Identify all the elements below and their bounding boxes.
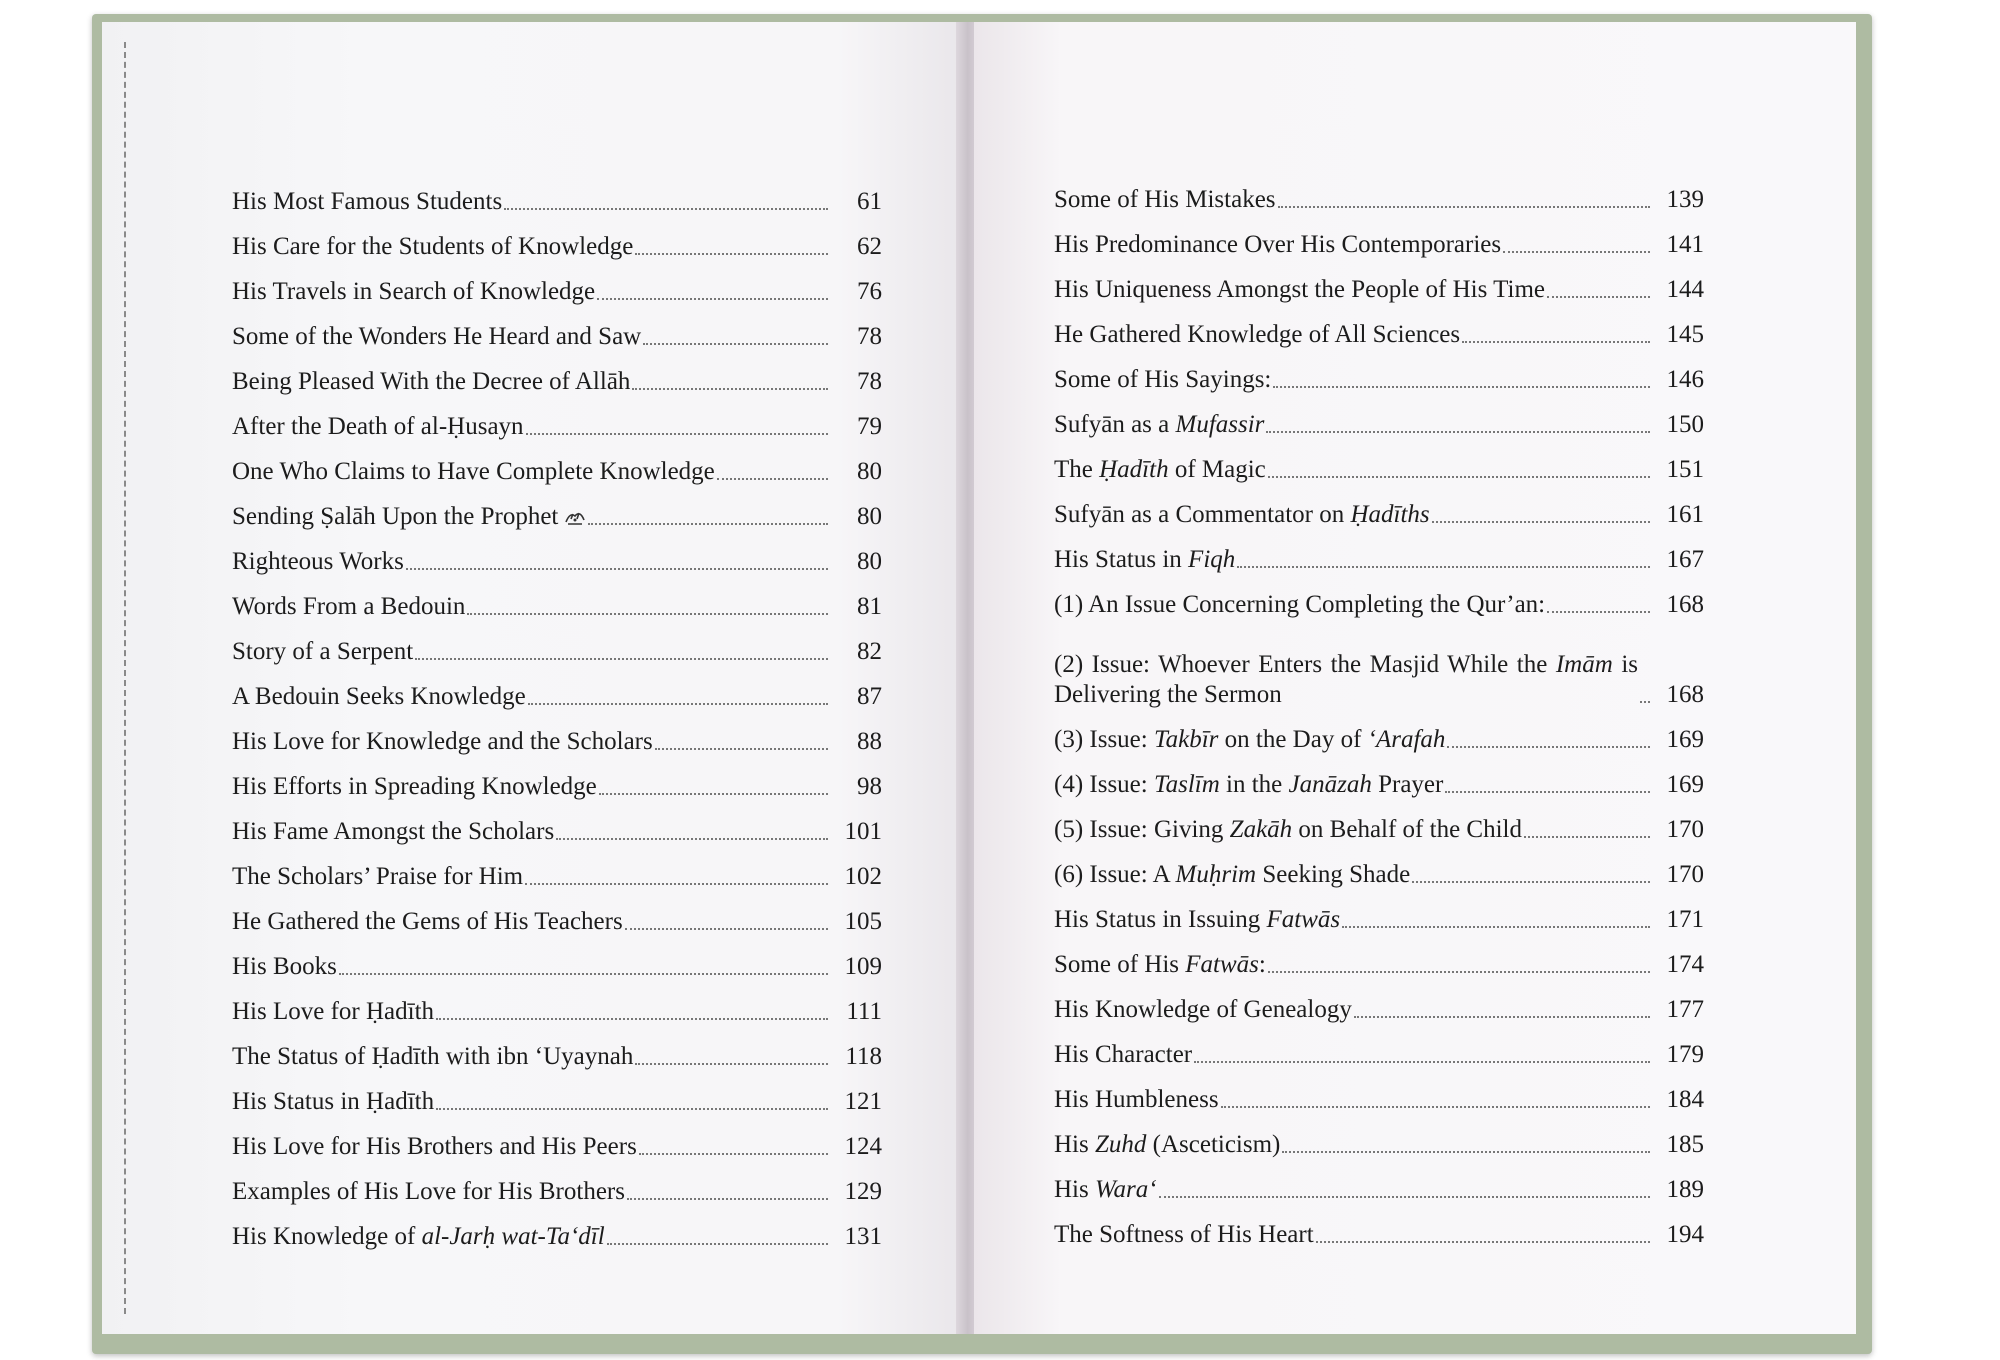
toc-entry-page: 174 — [1666, 951, 1704, 978]
toc-entry-title: Words From a Bedouin — [232, 593, 466, 620]
toc-entry — [232, 1117, 882, 1162]
toc-entry — [232, 1207, 882, 1252]
leader-dots — [655, 748, 828, 750]
leader-dots — [415, 658, 828, 660]
toc-entry-page: 170 — [1666, 861, 1704, 888]
toc-entry-page: 121 — [844, 1088, 882, 1115]
toc-entry — [1054, 935, 1704, 980]
toc-entry-page: 105 — [844, 908, 882, 935]
toc-entry — [232, 847, 882, 892]
toc-entry — [232, 262, 882, 307]
toc-entry — [1054, 755, 1704, 800]
title-italic: Fatwās — [1266, 906, 1341, 933]
toc-entry-page: 129 — [844, 1178, 882, 1205]
leader-dots — [639, 1153, 828, 1155]
binding-stitch — [124, 42, 126, 1314]
toc-entry-title: Some of His Sayings: — [1054, 366, 1272, 393]
toc-entry-page: 169 — [1666, 726, 1704, 753]
toc-entry-title: One Who Claims to Have Complete Knowledge — [232, 458, 715, 485]
title-text: His Knowledge of — [232, 1223, 422, 1250]
toc-entry-title — [1054, 770, 1443, 800]
leader-dots — [1447, 746, 1650, 748]
toc-entry — [232, 577, 882, 622]
toc-entry-page: 81 — [857, 593, 882, 620]
toc-entry-title: The Scholars’ Praise for Him — [232, 863, 524, 890]
toc-entry-title: His Most Famous Students — [232, 188, 503, 215]
leader-dots — [504, 208, 828, 210]
title-italic: Zuhd — [1094, 1131, 1147, 1158]
leader-dots — [1268, 971, 1650, 973]
leader-dots — [632, 388, 828, 390]
toc-entry — [1054, 305, 1704, 350]
toc-list-left — [232, 172, 882, 1252]
toc-entry — [232, 892, 882, 937]
toc-entry-page: 62 — [857, 233, 882, 260]
toc-entry — [232, 397, 882, 442]
toc-entry-page: 101 — [844, 818, 882, 845]
leader-dots — [436, 1018, 828, 1020]
toc-entry-title: Righteous Works — [232, 548, 404, 575]
toc-entry-page: 146 — [1666, 366, 1704, 393]
leader-dots — [526, 433, 828, 435]
leader-dots — [717, 478, 828, 480]
toc-entry-title: He Gathered Knowledge of All Sciences — [1054, 321, 1461, 348]
title-text: : — [1258, 951, 1266, 978]
toc-entry — [1054, 1160, 1704, 1205]
toc-entry-title: He Gathered the Gems of His Teachers — [232, 908, 623, 935]
toc-entry — [232, 307, 882, 352]
toc-entry-page: 76 — [857, 278, 882, 305]
toc-entry — [1054, 800, 1704, 845]
toc-entry-page: 124 — [844, 1133, 882, 1160]
title-text: His — [1054, 1176, 1095, 1203]
toc-entry-title: His Predominance Over His Contemporaries — [1054, 231, 1502, 258]
open-book — [92, 14, 1872, 1354]
toc-entry-page: 168 — [1666, 681, 1704, 708]
salawat-seal-icon — [564, 508, 586, 526]
toc-entry-page: 139 — [1666, 186, 1704, 213]
title-text: (4) Issue: — [1054, 771, 1154, 798]
toc-entry-title: Story of a Serpent — [232, 638, 414, 665]
toc-entry-page: 184 — [1666, 1086, 1704, 1113]
toc-entry-page: 150 — [1666, 411, 1704, 438]
toc-entry-page: 82 — [857, 638, 882, 665]
toc-entry-page: 145 — [1666, 321, 1704, 348]
title-text: (5) Issue: Giving — [1054, 816, 1230, 843]
toc-entry-title: His Love for His Brothers and His Peers — [232, 1133, 637, 1160]
toc-entry-page: 79 — [857, 413, 882, 440]
title-text: in the — [1219, 771, 1289, 798]
toc-list-right — [1054, 170, 1704, 1250]
toc-entry — [1054, 980, 1704, 1025]
leader-dots — [436, 1108, 828, 1110]
toc-entry — [1054, 1025, 1704, 1070]
toc-entry-title: Some of His Mistakes — [1054, 186, 1276, 213]
title-text: Prayer — [1371, 771, 1444, 798]
title-italic: ‘Arafah — [1367, 726, 1446, 753]
title-text: His — [1054, 1131, 1095, 1158]
title-italic: Imām — [1555, 651, 1613, 678]
toc-entry-page: 78 — [857, 368, 882, 395]
title-italic: Ḥadīth — [1099, 456, 1169, 483]
toc-entry — [232, 802, 882, 847]
toc-entry — [232, 217, 882, 262]
toc-entry — [1054, 215, 1704, 260]
toc-entry-page: 78 — [857, 323, 882, 350]
toc-entry — [232, 172, 882, 217]
toc-entry-title: His Love for Knowledge and the Scholars — [232, 728, 653, 755]
toc-entry-title — [1054, 860, 1410, 890]
leader-dots — [1266, 431, 1650, 433]
leader-dots — [339, 973, 828, 975]
toc-entry-title — [1054, 545, 1235, 575]
toc-entry-title: After the Death of al-Ḥusayn — [232, 413, 524, 440]
toc-entry — [232, 757, 882, 802]
toc-entry-title — [1054, 905, 1340, 935]
toc-entry — [1054, 350, 1704, 395]
title-text: His Status in Issuing — [1054, 906, 1267, 933]
leader-dots — [1194, 1061, 1650, 1063]
title-italic: Janāzah — [1288, 771, 1372, 798]
title-italic: Wara‘ — [1094, 1176, 1157, 1203]
toc-entry-page: 80 — [857, 548, 882, 575]
toc-entry-title: His Efforts in Spreading Knowledge — [232, 773, 597, 800]
toc-entry-title: The Softness of His Heart — [1054, 1221, 1314, 1248]
leader-dots — [1432, 521, 1650, 523]
toc-entry-title: The Status of Ḥadīth with ibn ‘Uyaynah — [232, 1043, 634, 1070]
toc-entry — [232, 622, 882, 667]
leader-dots — [1547, 296, 1650, 298]
leader-dots — [1268, 476, 1650, 478]
toc-entry-page: 161 — [1666, 501, 1704, 528]
title-text: (Asceticism) — [1146, 1131, 1281, 1158]
leader-dots — [588, 523, 828, 525]
title-text: (2) Issue: Whoever Enters the Masjid While the — [1054, 651, 1548, 678]
toc-entry-page: 179 — [1666, 1041, 1704, 1068]
leader-dots — [1237, 566, 1650, 568]
toc-entry-page: 131 — [844, 1223, 882, 1250]
toc-entry-title-text: Sending Ṣalāh Upon the Prophet — [232, 503, 559, 530]
toc-entry-page: 118 — [845, 1043, 882, 1070]
toc-entry — [232, 532, 882, 577]
toc-entry-title: His Knowledge of Genealogy — [1054, 996, 1352, 1023]
leader-dots — [528, 703, 828, 705]
toc-entry-page: 171 — [1666, 906, 1704, 933]
toc-entry — [1054, 710, 1704, 755]
title-italic: Fatwās — [1185, 951, 1259, 978]
title-italic: Muḥrim — [1175, 861, 1257, 888]
leader-dots — [607, 1243, 828, 1245]
toc-entry — [232, 1072, 882, 1117]
title-text: on the Day of — [1218, 726, 1368, 753]
title-text: (3) Issue: — [1054, 726, 1154, 753]
title-text: of Magic — [1168, 456, 1266, 483]
leader-dots — [635, 253, 828, 255]
leader-dots — [525, 883, 828, 885]
toc-entry-page: 170 — [1666, 816, 1704, 843]
toc-entry-page: 169 — [1666, 771, 1704, 798]
toc-entry-title: His Humbleness — [1054, 1086, 1219, 1113]
toc-entry — [232, 487, 882, 532]
title-text: is Delivering the Sermon — [1054, 651, 1638, 708]
leader-dots — [467, 613, 828, 615]
leader-dots — [1640, 701, 1650, 703]
toc-entry — [1054, 890, 1704, 935]
leader-dots — [635, 1063, 828, 1065]
leader-dots — [1342, 926, 1650, 928]
toc-entry-page: 80 — [857, 458, 882, 485]
toc-entry-title — [1054, 1175, 1157, 1205]
toc-entry — [1054, 575, 1704, 620]
toc-entry-title: Examples of His Love for His Brothers — [232, 1178, 625, 1205]
title-italic: Takbīr — [1153, 726, 1219, 753]
leader-dots — [1503, 251, 1650, 253]
toc-entry-title: Some of the Wonders He Heard and Saw — [232, 323, 642, 350]
leader-dots — [1278, 206, 1650, 208]
toc-entry-page: 80 — [857, 503, 882, 530]
title-text: (6) Issue: A — [1054, 861, 1176, 888]
toc-entry-title: (1) An Issue Concerning Completing the Qur’an: — [1054, 591, 1546, 618]
toc-entry-title — [1054, 950, 1266, 980]
toc-entry — [1054, 845, 1704, 890]
toc-entry — [232, 1027, 882, 1072]
toc-entry-page: 61 — [857, 188, 882, 215]
toc-entry — [1054, 170, 1704, 215]
toc-entry-page: 88 — [857, 728, 882, 755]
leader-dots — [597, 298, 828, 300]
toc-entry — [1054, 1070, 1704, 1115]
toc-entry-title — [1054, 650, 1638, 710]
toc-entry — [1054, 530, 1704, 575]
leader-dots — [1273, 386, 1650, 388]
toc-entry — [1054, 395, 1704, 440]
leader-dots — [1462, 341, 1650, 343]
leader-dots — [1445, 791, 1650, 793]
title-italic: Mufassir — [1175, 411, 1265, 438]
toc-entry-title — [1054, 500, 1430, 530]
toc-entry-title: His Fame Amongst the Scholars — [232, 818, 555, 845]
leader-dots — [1412, 881, 1650, 883]
toc-entry — [1054, 485, 1704, 530]
title-text: Sufyān as a Commentator on — [1054, 501, 1351, 528]
title-text: The — [1054, 456, 1100, 483]
leader-dots — [1524, 836, 1650, 838]
toc-entry-title — [1054, 815, 1522, 845]
title-text: His Status in — [1054, 546, 1189, 573]
toc-entry — [232, 712, 882, 757]
toc-entry-page: 111 — [846, 998, 882, 1025]
toc-entry-page: 177 — [1666, 996, 1704, 1023]
title-italic: Ḥadīths — [1350, 501, 1430, 528]
title-italic: Taslīm — [1153, 771, 1220, 798]
toc-entry-title — [232, 1222, 605, 1252]
title-text: Some of His — [1054, 951, 1186, 978]
toc-entry-title: His Character — [1054, 1041, 1193, 1068]
toc-entry — [1054, 1115, 1704, 1160]
toc-entry-page: 87 — [857, 683, 882, 710]
toc-entry-title: A Bedouin Seeks Knowledge — [232, 683, 526, 710]
toc-entry — [232, 982, 882, 1027]
toc-entry — [1054, 260, 1704, 305]
leader-dots — [625, 928, 828, 930]
toc-entry-page: 189 — [1666, 1176, 1704, 1203]
toc-entry — [1054, 620, 1704, 710]
toc-entry-page: 144 — [1666, 276, 1704, 303]
toc-entry — [232, 352, 882, 397]
leader-dots — [1354, 1016, 1650, 1018]
leader-dots — [599, 793, 828, 795]
toc-entry — [232, 667, 882, 712]
leader-dots — [1547, 611, 1650, 613]
toc-entry-page: 102 — [844, 863, 882, 890]
toc-entry — [232, 442, 882, 487]
toc-entry-title: His Status in Ḥadīth — [232, 1088, 435, 1115]
toc-entry-page: 168 — [1666, 591, 1704, 618]
leader-dots — [406, 568, 828, 570]
title-italic: Zakāh — [1229, 816, 1293, 843]
leader-dots — [556, 838, 828, 840]
leader-dots — [1316, 1241, 1650, 1243]
toc-entry — [232, 937, 882, 982]
leader-dots — [1221, 1106, 1650, 1108]
leader-dots — [1159, 1196, 1650, 1198]
toc-entry-title: His Travels in Search of Knowledge — [232, 278, 596, 305]
toc-entry-title — [1054, 455, 1266, 485]
toc-entry-title: His Love for Ḥadīth — [232, 998, 435, 1025]
toc-entry-title — [1054, 410, 1264, 440]
title-text: on Behalf of the Child — [1292, 816, 1522, 843]
toc-entry-page: 194 — [1666, 1221, 1704, 1248]
toc-entry-title: His Care for the Students of Knowledge — [232, 233, 634, 260]
toc-entry-title: Being Pleased With the Decree of Allāh — [232, 368, 631, 395]
right-page — [974, 22, 1856, 1334]
toc-entry-page: 151 — [1666, 456, 1704, 483]
toc-entry-page: 141 — [1666, 231, 1704, 258]
leader-dots — [1282, 1151, 1650, 1153]
toc-entry — [232, 1162, 882, 1207]
left-page — [102, 22, 966, 1334]
toc-entry-page: 167 — [1666, 546, 1704, 573]
leader-dots — [643, 343, 828, 345]
title-text: Sufyān as a — [1054, 411, 1176, 438]
toc-entry-title — [1054, 725, 1445, 755]
toc-entry-page: 109 — [844, 953, 882, 980]
title-italic: Fiqh — [1188, 546, 1236, 573]
title-text: Seeking Shade — [1256, 861, 1411, 888]
toc-entry-page: 185 — [1666, 1131, 1704, 1158]
title-italic: al-Jarḥ wat-Ta‘dīl — [421, 1223, 605, 1250]
toc-entry — [1054, 1205, 1704, 1250]
toc-entry-title: His Books — [232, 953, 337, 980]
toc-entry-page: 98 — [857, 773, 882, 800]
toc-entry-title — [1054, 1130, 1280, 1160]
toc-entry — [1054, 440, 1704, 485]
toc-entry-title — [232, 502, 586, 532]
leader-dots — [627, 1198, 828, 1200]
toc-entry-title: His Uniqueness Amongst the People of His Time — [1054, 276, 1545, 303]
